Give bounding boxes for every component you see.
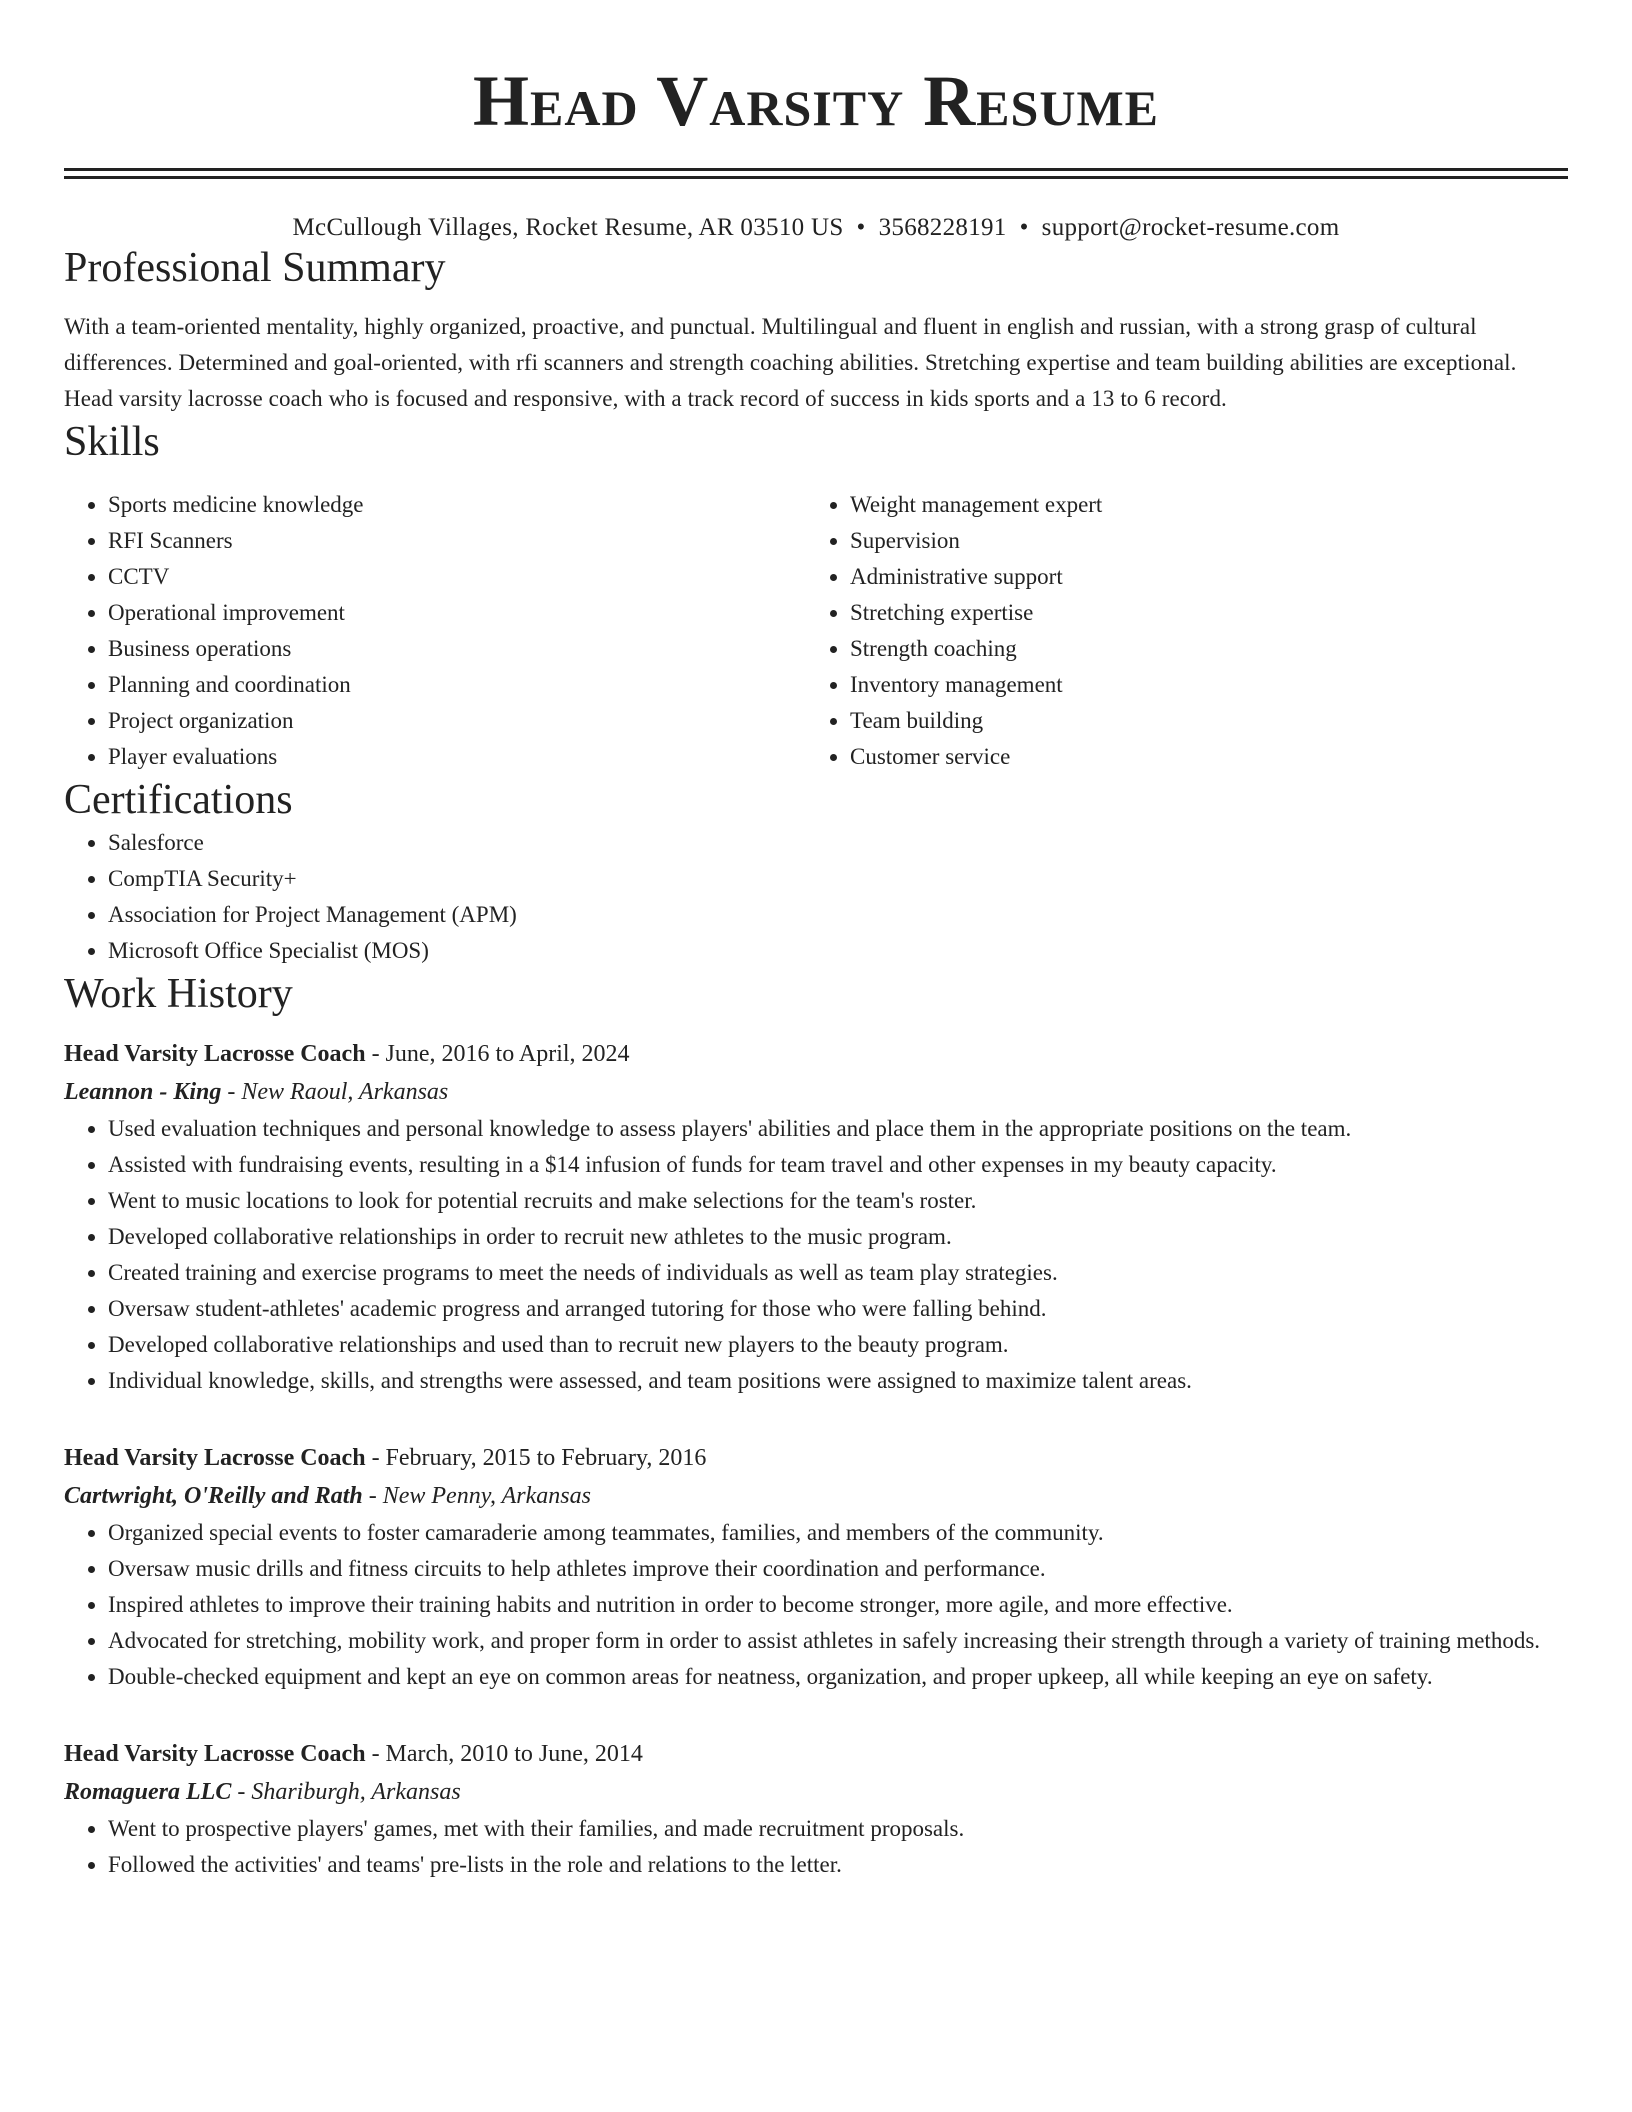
certification-item: • Microsoft Office Specialist (MOS) — [108, 933, 1568, 969]
job-duty: • Individual knowledge, skills, and strengths were assessed, and team positions were assigned to maximize talent areas. — [108, 1363, 1568, 1399]
summary-heading: Professional Summary — [64, 245, 446, 291]
job-duty: • Used evaluation techniques and personal knowledge to assess players' abilities and place them in the appropriate positions on the team. — [108, 1111, 1568, 1147]
job-dates: - February, 2015 to February, 2016 — [365, 1445, 707, 1471]
skills-grid — [64, 487, 1568, 775]
skill-item: • Administrative support — [850, 559, 1548, 595]
work-history-heading: Work History — [64, 971, 293, 1017]
job-duty: • Assisted with fundraising events, resulting in a $14 infusion of funds for team travel and other expenses in my beauty capacity. — [108, 1147, 1568, 1183]
job-entry — [64, 1735, 1568, 1883]
certifications-list — [64, 825, 1568, 969]
job-header — [64, 1035, 1568, 1073]
job-entry — [64, 1439, 1568, 1695]
skill-item: • Operational improvement — [108, 595, 806, 631]
certification-item: • Association for Project Management (APM) — [108, 897, 1568, 933]
job-location: - New Raoul, Arkansas — [221, 1079, 449, 1105]
job-role: Head Varsity Lacrosse Coach — [64, 1741, 366, 1767]
certification-item: • CompTIA Security+ — [108, 861, 1568, 897]
job-dates: - June, 2016 to April, 2024 — [365, 1041, 630, 1067]
summary-text: With a team-oriented mentality, highly organized, proactive, and punctual. Multilingual and fluent in english and russian, with a strong grasp of cultural differences. Determined and goal-oriented, with rfi scanners and strength coaching abilities. Stretching expertise and team building abilities are exceptional. Head varsity lacrosse coach who is focused and responsive, with a track record of success in kids sports and a 13 to 6 record. — [64, 314, 1517, 411]
title-divider — [64, 168, 1568, 179]
skill-item: • Weight management expert — [850, 487, 1548, 523]
job-duty: • Double-checked equipment and kept an eye on common areas for neatness, organization, and proper upkeep, all while keeping an eye on safety. — [108, 1659, 1568, 1695]
job-duty: • Organized special events to foster camaraderie among teammates, families, and members of the community. — [108, 1515, 1568, 1551]
job-duties-list — [64, 1811, 1568, 1883]
job-dates: - March, 2010 to June, 2014 — [365, 1741, 643, 1767]
certifications-heading: Certifications — [64, 777, 293, 823]
job-duty: • Developed collaborative relationships and used than to recruit new players to the beauty program. — [108, 1327, 1568, 1363]
skills-column-right — [806, 487, 1548, 775]
certification-item: • Salesforce — [108, 825, 1568, 861]
job-employer — [64, 1073, 1568, 1111]
job-duties-list — [64, 1111, 1568, 1399]
job-location: - New Penny, Arkansas — [362, 1483, 591, 1509]
job-location: - Shariburgh, Arkansas — [231, 1779, 461, 1805]
contact-email: support@rocket-resume.com — [1041, 214, 1340, 241]
job-duty: • Inspired athletes to improve their training habits and nutrition in order to become stronger, more agile, and more effective. — [108, 1587, 1568, 1623]
contact-separator: • — [1019, 214, 1029, 241]
job-employer — [64, 1773, 1568, 1811]
job-role: Head Varsity Lacrosse Coach — [64, 1445, 366, 1471]
job-duty: • Went to music locations to look for potential recruits and make selections for the team's roster. — [108, 1183, 1568, 1219]
contact-phone: 3568228191 — [878, 214, 1007, 241]
job-duty: • Oversaw student-athletes' academic progress and arranged tutoring for those who were falling behind. — [108, 1291, 1568, 1327]
job-duty: • Created training and exercise programs to meet the needs of individuals as well as team play strategies. — [108, 1255, 1568, 1291]
job-role: Head Varsity Lacrosse Coach — [64, 1041, 366, 1067]
job-company: Romaguera LLC — [64, 1779, 232, 1805]
job-company: Cartwright, O'Reilly and Rath — [64, 1483, 363, 1509]
job-duty: • Went to prospective players' games, met with their families, and made recruitment proposals. — [108, 1811, 1568, 1847]
job-duty: • Oversaw music drills and fitness circuits to help athletes improve their coordination and performance. — [108, 1551, 1568, 1587]
skill-item: • Strength coaching — [850, 631, 1548, 667]
resume-title: Head Varsity Resume — [472, 61, 1159, 141]
job-duties-list — [64, 1515, 1568, 1695]
skill-item: • Sports medicine knowledge — [108, 487, 806, 523]
skill-item: • RFI Scanners — [108, 523, 806, 559]
job-employer — [64, 1477, 1568, 1515]
skill-item: • Inventory management — [850, 667, 1548, 703]
job-duty: • Advocated for stretching, mobility work, and proper form in order to assist athletes in safely increasing their strength through a variety of training methods. — [108, 1623, 1568, 1659]
contact-separator: • — [856, 214, 866, 241]
contact-address: McCullough Villages, Rocket Resume, AR 03510 US — [292, 214, 844, 241]
job-header — [64, 1439, 1568, 1477]
contact-line — [64, 213, 1568, 243]
job-entry — [64, 1035, 1568, 1399]
job-company: Leannon - King — [64, 1079, 222, 1105]
job-header — [64, 1735, 1568, 1773]
skill-item: • Customer service — [850, 739, 1548, 775]
skill-item: • Business operations — [108, 631, 806, 667]
skills-list-right — [806, 487, 1548, 775]
skill-item: • CCTV — [108, 559, 806, 595]
skill-item: • Project organization — [108, 703, 806, 739]
skill-item: • Supervision — [850, 523, 1548, 559]
skill-item: • Planning and coordination — [108, 667, 806, 703]
skill-item: • Player evaluations — [108, 739, 806, 775]
skill-item: • Stretching expertise — [850, 595, 1548, 631]
skills-heading: Skills — [64, 419, 160, 465]
job-duty: • Followed the activities' and teams' pre-lists in the role and relations to the letter. — [108, 1847, 1568, 1883]
skills-column-left — [64, 487, 806, 775]
skill-item: • Team building — [850, 703, 1548, 739]
skills-list-left — [64, 487, 806, 775]
job-duty: • Developed collaborative relationships in order to recruit new athletes to the music program. — [108, 1219, 1568, 1255]
